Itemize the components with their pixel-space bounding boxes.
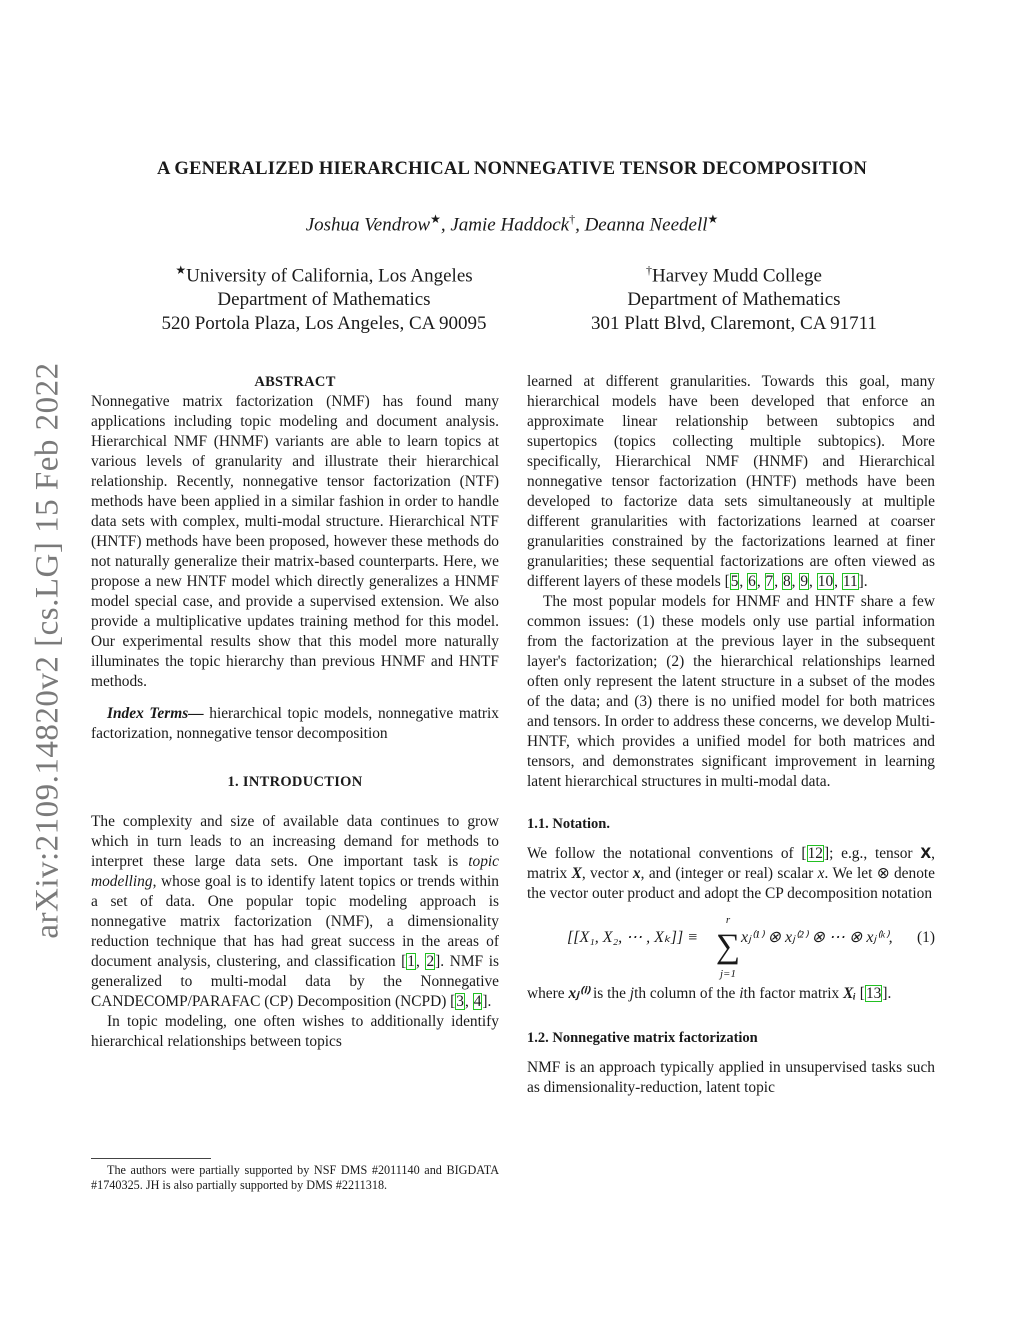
citation-link[interactable]: 9 xyxy=(800,573,809,590)
paper-title: A GENERALIZED HIERARCHICAL NONNEGATIVE TENSOR DECOMPOSITION xyxy=(156,158,868,179)
where-text: th column of the xyxy=(634,985,740,1002)
index-i: i xyxy=(739,985,744,1002)
affiliation-left-line1: University of California, Los Angeles xyxy=(186,265,473,287)
citation-link[interactable]: 12 xyxy=(807,845,823,862)
citation-link[interactable]: 4 xyxy=(473,993,482,1010)
notation-text: , vector xyxy=(581,865,633,882)
notation-text: We follow the notational conventions of [ xyxy=(527,845,807,862)
citation-link[interactable]: 5 xyxy=(730,573,739,590)
factor-matrix-symbol: Xᵢ xyxy=(843,985,856,1002)
affiliation-left xyxy=(114,258,534,336)
author-separator: , xyxy=(575,214,585,236)
citation-link[interactable]: 8 xyxy=(782,573,791,590)
intro-text: The complexity and size of available data continues to grow which in turn leads to an increasing demand for methods to interpret these large data sets. One important task is xyxy=(91,813,499,870)
affiliation-left-line3: 520 Portola Plaza, Los Angeles, CA 90095 xyxy=(161,313,487,335)
intro-text: learned at different granularities. Towards this goal, many hierarchical models have been developed that enforce an approximate linear relationship between subtopics and supertopics (topics collecting multiple subtopics). More specifically, Hierarchical NMF (HNMF) and Hierarchical nonnegative tensor factorization (HNTF) methods have been developed to factorize data sets simultaneously at multiple different granularities with factorizations learned at coarser granularities constrained by the factorizations learned at finer granularities; these sequential factorizations are often viewed as different layers of these models [ xyxy=(527,373,935,590)
where-text: th factor matrix xyxy=(743,985,844,1002)
introduction-heading: 1. INTRODUCTION xyxy=(227,774,363,790)
intro-paragraph-1: The complexity and size of available data continues to grow which in turn leads to an increasing demand for methods to interpret these large data sets. One important task is topic modelling, whose goal is to identify latent topics or trends within a set of data. One popular topic modeling approach is nonnegative matrix factorization (NMF), a dimensionality reduction technique that has had great success in the areas of document analysis, clustering, and classification [1, 2]. NMF is generalized to multi-modal data by the Nonnegative CANDECOMP/PARAFAC (CP) Decomposition (NCPD) [3, 4]. xyxy=(91,813,499,1010)
nmf-paragraph: NMF is an approach typically applied in unsupervised tasks such as dimensionality-reduction, latent topic xyxy=(527,1059,935,1096)
index-terms-text: hierarchical topic models, nonnegative matrix factorization, nonnegative tensor decomposition xyxy=(91,705,499,742)
intro-text: ]. xyxy=(482,993,492,1010)
citation-link[interactable]: 6 xyxy=(748,573,756,590)
notation-text: ]; e.g., tensor xyxy=(823,845,921,862)
abstract-text: Nonnegative matrix factorization (NMF) has found many applications including topic modeling and document analysis. Hierarchical NMF (HNMF) variants are able to learn topics at various levels of granularity and illustrate their hierarchical relationship. Recently, nonnegative tensor factorization (NTF) methods have been applied in a similar fashion in order to handle data sets with complex, multi-modal structure. Hierarchical NTF (HNTF) methods have been proposed, however these methods do not naturally generalize their matrix-based counterparts. Here, we propose a new HNTF model which directly generalizes a HNMF model special case, and provide a supervised extension. We also provide a multiplicative updates training method for this model. Our experimental results show that this model more naturally illuminates the topic hierarchy than previous HNMF and HNTF methods. xyxy=(91,393,499,690)
intro-text: ]. NMF is generalized to multi-modal data by the Nonnegative CANDECOMP/PARAFAC (CP) Decomposition (NCPD) [ xyxy=(91,953,499,1010)
abstract-heading: ABSTRACT xyxy=(254,374,336,390)
equation-1 xyxy=(527,910,935,980)
intro-paragraph-4: The most popular models for HNMF and HNTF share a few common issues: (1) these models only use partial information from the factorization at the previous layer in the subsequent layer's factorization; (2) the hierarchical relationships learned often only represent the latent structure in a subset of the modes of the data; and (3) there is no unified model for both matrices and tensors. In order to address these concerns, we develop Multi-HNTF, which provides a unified model for both matrices and tensors, and demonstrates significant improvement in learning latent hierarchical structures in multi-modal data. xyxy=(527,593,935,790)
summation-lower: j=1 xyxy=(720,968,736,980)
intro-emphasis: topic modelling xyxy=(91,853,499,890)
scalar-symbol: x xyxy=(817,865,825,882)
equation-lhs: [[X₁, X₂, ⋯ , Xₖ]] ≡ xyxy=(567,929,698,946)
citation-link[interactable]: 7 xyxy=(765,573,774,590)
where-paragraph: where xⱼ⁽ⁱ⁾ is the jth column of the ith factor matrix Xᵢ [13]. xyxy=(527,985,892,1002)
affiliation-left-line2: Department of Mathematics xyxy=(217,289,431,311)
equation-number: (1) xyxy=(917,929,935,946)
author-list xyxy=(60,212,964,236)
notation-heading: 1.1. Notation. xyxy=(527,816,610,832)
footnote xyxy=(91,1163,499,1193)
notation-paragraph xyxy=(527,844,935,904)
affiliation-right-line2: Department of Mathematics xyxy=(627,289,841,311)
citation-link[interactable]: 2 xyxy=(426,953,435,970)
left-column xyxy=(91,372,499,1052)
notation-text: , matrix xyxy=(527,845,935,882)
where-text: where xyxy=(527,985,569,1002)
author-3: Deanna Needell xyxy=(584,214,708,236)
footnote-text: The authors were partially supported by NSF DMS #2011140 and BIGDATA #1740325. JH is also partially supported by DMS #2211318. xyxy=(91,1163,499,1192)
arxiv-identifier xyxy=(26,350,70,950)
intro-text: , whose goal is to identify latent topics or trends within a set of data. One popular topic modeling approach is nonnegative matrix factorization (NMF), a dimensionality reduction technique that has had great success in the areas of document analysis, clustering, and classification [ xyxy=(91,873,499,970)
author-2: Jamie Haddock xyxy=(450,214,570,236)
affiliation-right-line1: Harvey Mudd College xyxy=(652,265,822,287)
footnote-rule xyxy=(91,1158,211,1159)
intro-paragraph-2: In topic modeling, one often wishes to additionally identify hierarchical relationships between topics xyxy=(91,1013,499,1050)
equation-rhs: xⱼ⁽¹⁾ ⊗ xⱼ⁽²⁾ ⊗ ⋯ ⊗ xⱼ⁽ᵏ⁾, xyxy=(741,929,893,946)
author-1: Joshua Vendrow xyxy=(305,214,431,236)
summation-upper: r xyxy=(725,914,731,926)
affiliation-right-mark: † xyxy=(646,263,653,277)
author-3-mark: ★ xyxy=(707,212,719,226)
index-terms-label: Index Terms— xyxy=(107,705,204,722)
citation-link[interactable]: 13 xyxy=(865,985,882,1002)
affiliation-right-line3: 301 Platt Blvd, Claremont, CA 91711 xyxy=(591,313,877,335)
author-2-mark: † xyxy=(569,212,576,226)
notation-text: . We let ⊗ denote the vector outer product and adopt the CP decomposition notation xyxy=(527,865,936,902)
affiliation-right xyxy=(524,258,944,336)
summation-sigma: ∑ xyxy=(715,928,741,965)
citation-link[interactable]: 3 xyxy=(456,993,464,1010)
where-text: is the xyxy=(589,985,630,1002)
intro-paragraph-3: learned at different granularities. Towards this goal, many hierarchical models have been developed that enforce an approximate linear relationship between subtopics and supertopics (topics collecting multiple subtopics). More specifically, Hierarchical NMF (HNMF) and Hierarchical nonnegative tensor factorization (HNTF) methods have been developed to factorize data sets simultaneously at multiple different granularities with factorizations learned at coarser granularities constrained by the factorizations learned at finer granularities; these sequential factorizations are often viewed as different layers of these models [5, 6, 7, 8, 9, 10, 11]. xyxy=(527,373,935,590)
arxiv-identifier-text: arXiv:2109.14820v2 [cs.LG] 15 Feb 2022 xyxy=(29,361,66,939)
author-1-mark: ★ xyxy=(430,212,441,226)
where-text: . xyxy=(887,985,892,1002)
vector-symbol: x xyxy=(632,865,641,882)
intro-text: ]. xyxy=(858,573,868,590)
nmf-heading: 1.2. Nonnegative matrix factorization xyxy=(527,1030,758,1046)
citation-link[interactable]: 1 xyxy=(407,953,415,970)
right-column xyxy=(527,372,935,1098)
index-terms xyxy=(91,704,499,744)
summation xyxy=(715,910,741,984)
citation-link[interactable]: 10 xyxy=(817,573,834,590)
index-j: j xyxy=(629,985,635,1002)
author-separator: , xyxy=(440,214,451,236)
affiliation-left-mark: ★ xyxy=(175,263,187,277)
citation-link[interactable]: 11 xyxy=(842,573,858,590)
tensor-symbol: X xyxy=(920,846,932,862)
notation-text: , and (integer or real) scalar xyxy=(640,865,818,882)
matrix-symbol: X xyxy=(571,865,582,882)
factor-column-symbol: xⱼ⁽ⁱ⁾ xyxy=(568,985,590,1002)
